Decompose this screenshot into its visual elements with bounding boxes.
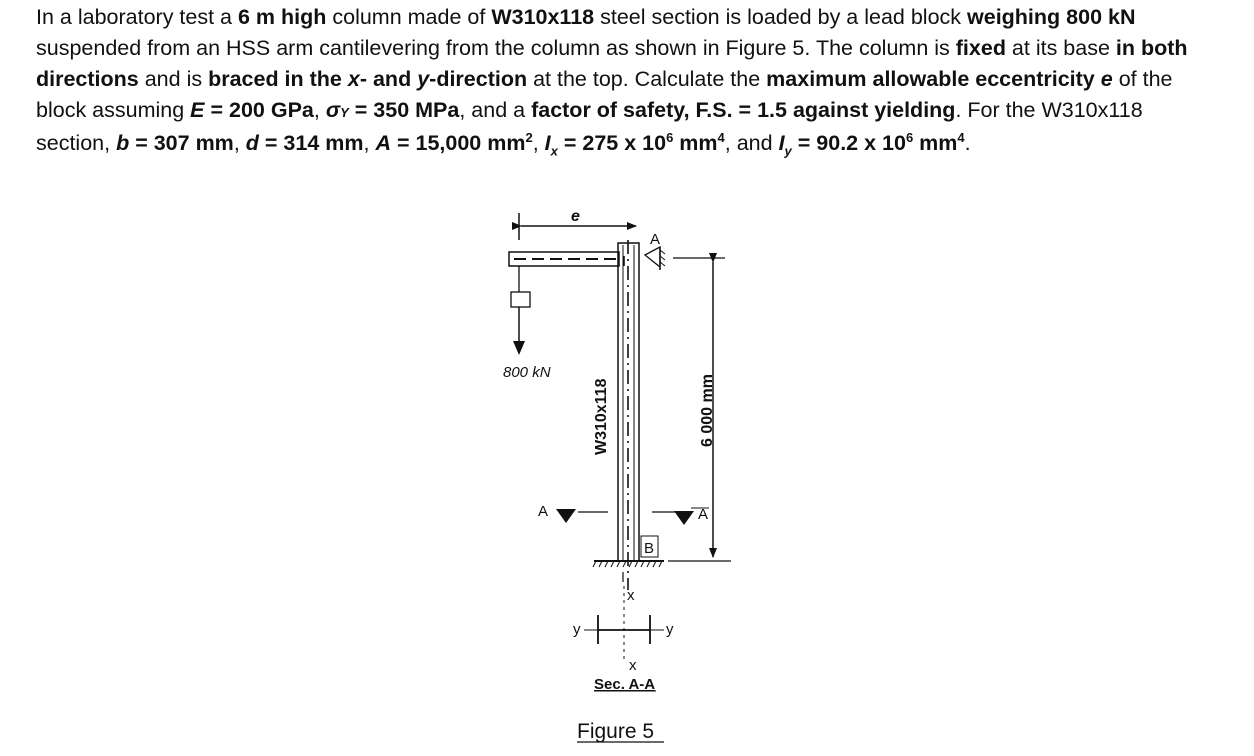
load-arrow-icon <box>513 341 525 355</box>
variable-Ix: I <box>544 131 551 155</box>
text-run: mm <box>913 131 958 155</box>
text-run: , <box>313 98 326 122</box>
hss-arm <box>509 252 619 266</box>
cut-label-A-left: A <box>538 503 549 520</box>
text-run: mm <box>673 131 718 155</box>
text-run: at the top. Calculate the <box>527 67 767 91</box>
italic-run: y <box>417 67 430 91</box>
text-run: = 275 x 10 <box>557 131 667 155</box>
text-run: suspended from an HSS arm cantilevering from the column as shown in Figure 5. The column is <box>36 36 956 60</box>
variable-E: E <box>190 98 205 122</box>
variable-sigma: σ <box>325 98 341 122</box>
subscript: x <box>550 143 558 159</box>
superscript: 4 <box>957 129 965 145</box>
text-run: In a laboratory test a <box>36 5 238 29</box>
bold-run: factor of safety, F.S. = 1.5 against yielding <box>531 98 956 122</box>
text-run: , and a <box>459 98 532 122</box>
variable-e: e <box>1100 67 1113 91</box>
subscript: Y <box>340 105 349 120</box>
cut-label-A-right: A <box>698 506 709 523</box>
text-run: at its base <box>1005 36 1116 60</box>
base-label-B: B <box>644 540 655 557</box>
text-run: of the block assuming <box>36 67 1173 122</box>
variable-A: A <box>375 131 391 155</box>
x-axis-label-bottom: x <box>629 657 637 674</box>
column <box>593 240 639 590</box>
bold-run: fixed <box>955 36 1006 60</box>
text-run: , and <box>724 131 779 155</box>
superscript: 6 <box>666 129 674 145</box>
subscript: y <box>784 143 792 159</box>
text-run: -direction <box>429 67 528 91</box>
text-run: = 90.2 x 10 <box>791 131 906 155</box>
variable-d: d <box>245 131 259 155</box>
y-axis-label-left: y <box>573 621 581 638</box>
variable-b: b <box>116 131 130 155</box>
superscript: 2 <box>525 129 533 145</box>
text-run: = 350 MPa <box>348 98 460 122</box>
bold-run: weighing 800 kN <box>967 5 1136 29</box>
text-run: = 307 mm <box>129 131 234 155</box>
x-axis-label-top: x <box>627 587 635 604</box>
text-run: . For the W310x118 section, <box>36 98 1143 155</box>
superscript: 6 <box>905 129 914 145</box>
load-label: 800 kN <box>503 364 551 381</box>
bold-run: 6 m high <box>237 5 327 29</box>
text-run: and is <box>138 67 209 91</box>
section-caption: Sec. A-A <box>594 676 656 693</box>
variable-Iy: I <box>778 131 785 155</box>
bold-run: maximum allowable eccentricity <box>766 67 1095 91</box>
text-run: column made of <box>326 5 492 29</box>
italic-run: x <box>347 67 360 91</box>
text-run: = 314 mm <box>258 131 364 155</box>
text-run: = 200 GPa <box>204 98 314 122</box>
section-arrow-right-icon <box>674 511 694 525</box>
bold-run: W310x118 <box>491 5 595 29</box>
text-run: , <box>233 131 246 155</box>
y-axis-label-right: y <box>666 621 674 638</box>
section-glyph: I <box>622 253 627 270</box>
eccentricity-dimension <box>519 208 636 240</box>
text-run: steel section is loaded by a lead block <box>594 5 968 29</box>
figure-caption: Figure 5 <box>577 720 655 743</box>
section-arrow-left-icon <box>556 509 576 523</box>
text-run: , <box>532 131 545 155</box>
brace-label-A: A <box>650 231 661 248</box>
lead-block <box>503 266 551 381</box>
text-run: = 15,000 mm <box>390 131 526 155</box>
bold-run: in both directions <box>36 36 1188 91</box>
superscript: 4 <box>717 129 725 145</box>
top-brace-icon <box>645 231 665 270</box>
e-label: e <box>571 208 580 225</box>
text-run: , <box>363 131 376 155</box>
height-label: 6 000 mm <box>699 374 716 447</box>
text-run: . <box>964 131 971 155</box>
text-run: braced in the <box>208 67 348 91</box>
cross-section-A-A <box>573 572 674 693</box>
text-run: - and <box>359 67 418 91</box>
section-label: W310x118 <box>593 378 610 455</box>
